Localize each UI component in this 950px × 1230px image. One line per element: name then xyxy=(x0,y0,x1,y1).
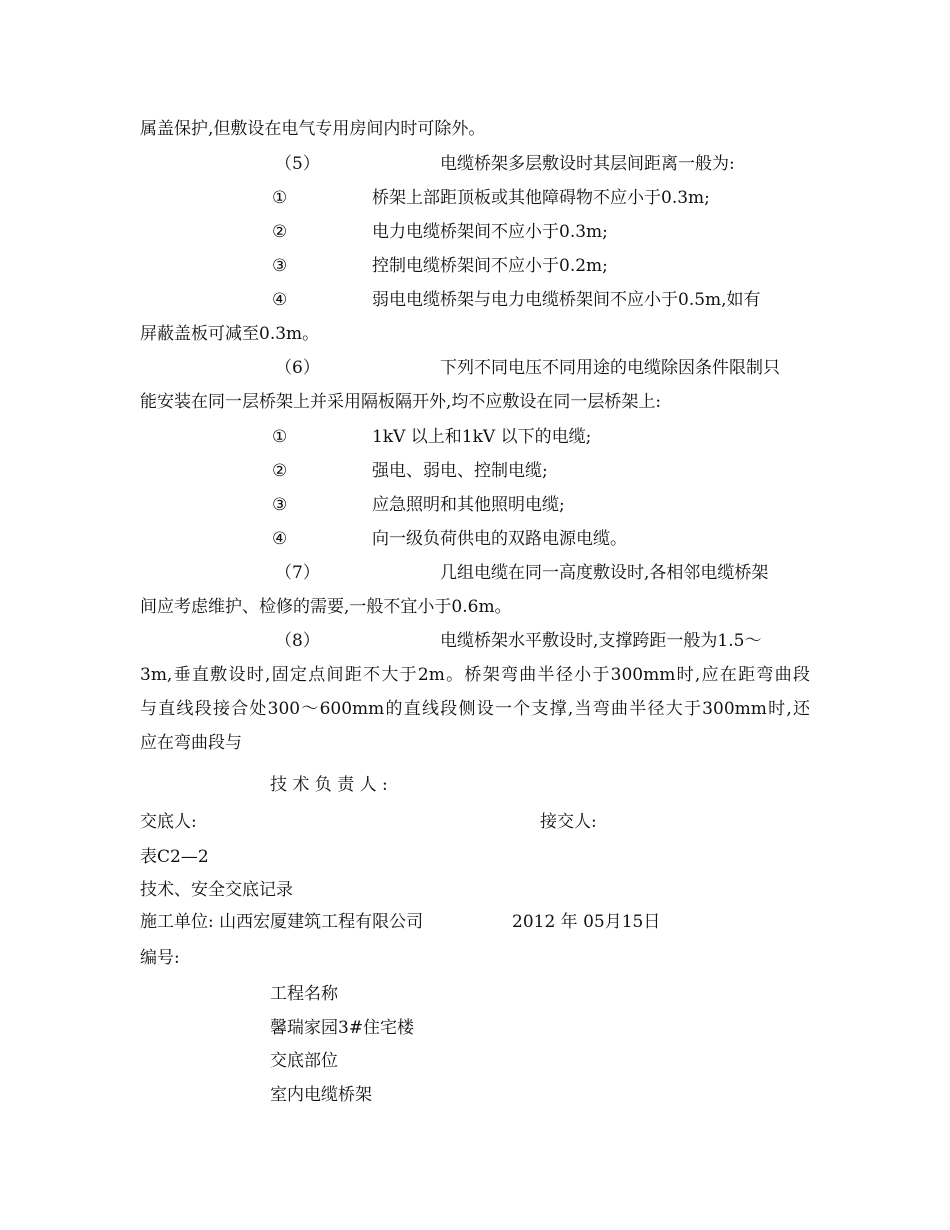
section-5-number: （5） xyxy=(275,154,320,174)
section-8-number: （8） xyxy=(275,631,320,651)
section-7-number: （7） xyxy=(275,563,320,583)
section-8-text: 应在弯曲段与 xyxy=(140,733,242,753)
receiver-label: 接交人: xyxy=(540,812,597,832)
project-name-label: 工程名称 xyxy=(270,984,338,1004)
section-8-text: 3m,垂直敷设时,固定点间距不大于2m。桥架弯曲半径小于300mm时,应在距弯曲段 xyxy=(140,665,810,685)
briefer-label: 交底人: xyxy=(140,812,197,832)
list-item-marker: ① xyxy=(272,188,288,208)
brief-part-value: 室内电缆桥架 xyxy=(270,1085,372,1105)
list-item-marker: ③ xyxy=(272,256,288,276)
section-6-heading: 下列不同电压不同用途的电缆除因条件限制只 xyxy=(440,358,780,378)
list-item-marker: ④ xyxy=(272,290,288,310)
tech-lead-label: 技 术 负 责 人 : xyxy=(270,775,388,795)
serial-label: 编号: xyxy=(140,948,180,968)
construction-unit: 施工单位: 山西宏厦建筑工程有限公司 xyxy=(140,912,424,932)
list-item-marker: ② xyxy=(272,461,288,481)
list-item-text: 桥架上部距顶板或其他障碍物不应小于0.3m; xyxy=(372,188,710,208)
list-item-text: 控制电缆桥架间不应小于0.2m; xyxy=(372,256,608,276)
list-item-continuation: 屏蔽盖板可减至0.3m。 xyxy=(140,324,320,344)
list-item-marker: ④ xyxy=(272,529,288,549)
paragraph-tail: 属盖保护,但敷设在电气专用房间内时可除外。 xyxy=(140,119,486,139)
brief-part-label: 交底部位 xyxy=(270,1051,338,1071)
record-title: 技术、安全交底记录 xyxy=(140,880,293,900)
section-8-text: 与直线段接合处300～600mm的直线段侧设一个支撑,当弯曲半径大于300mm时,还 xyxy=(140,699,810,719)
list-item-marker: ③ xyxy=(272,495,288,515)
section-7-text: 间应考虑维护、检修的需要,一般不宜小于0.6m。 xyxy=(140,597,512,617)
form-number: 表C2—2 xyxy=(140,847,209,867)
record-date: 2012 年 05月15日 xyxy=(512,912,661,932)
project-name-value: 馨瑞家园3#住宅楼 xyxy=(270,1018,415,1038)
list-item-marker: ① xyxy=(272,427,288,447)
list-item-marker: ② xyxy=(272,222,288,242)
section-6-number: （6） xyxy=(275,358,320,378)
list-item-text: 向一级负荷供电的双路电源电缆。 xyxy=(372,529,627,549)
list-item-text: 应急照明和其他照明电缆; xyxy=(372,495,565,515)
list-item-text: 强电、弱电、控制电缆; xyxy=(372,461,548,481)
section-8-heading: 电缆桥架水平敷设时,支撑跨距一般为1.5～ xyxy=(440,631,762,651)
section-7-heading: 几组电缆在同一高度敷设时,各相邻电缆桥架 xyxy=(440,563,769,583)
section-6-text: 能安装在同一层桥架上并采用隔板隔开外,均不应敷设在同一层桥架上: xyxy=(140,392,662,412)
list-item-text: 1kV 以上和1kV 以下的电缆; xyxy=(372,427,592,447)
section-5-heading: 电缆桥架多层敷设时其层间距离一般为: xyxy=(440,154,735,174)
list-item-text: 电力电缆桥架间不应小于0.3m; xyxy=(372,222,608,242)
list-item-text: 弱电电缆桥架与电力电缆桥架间不应小于0.5m,如有 xyxy=(372,290,761,310)
